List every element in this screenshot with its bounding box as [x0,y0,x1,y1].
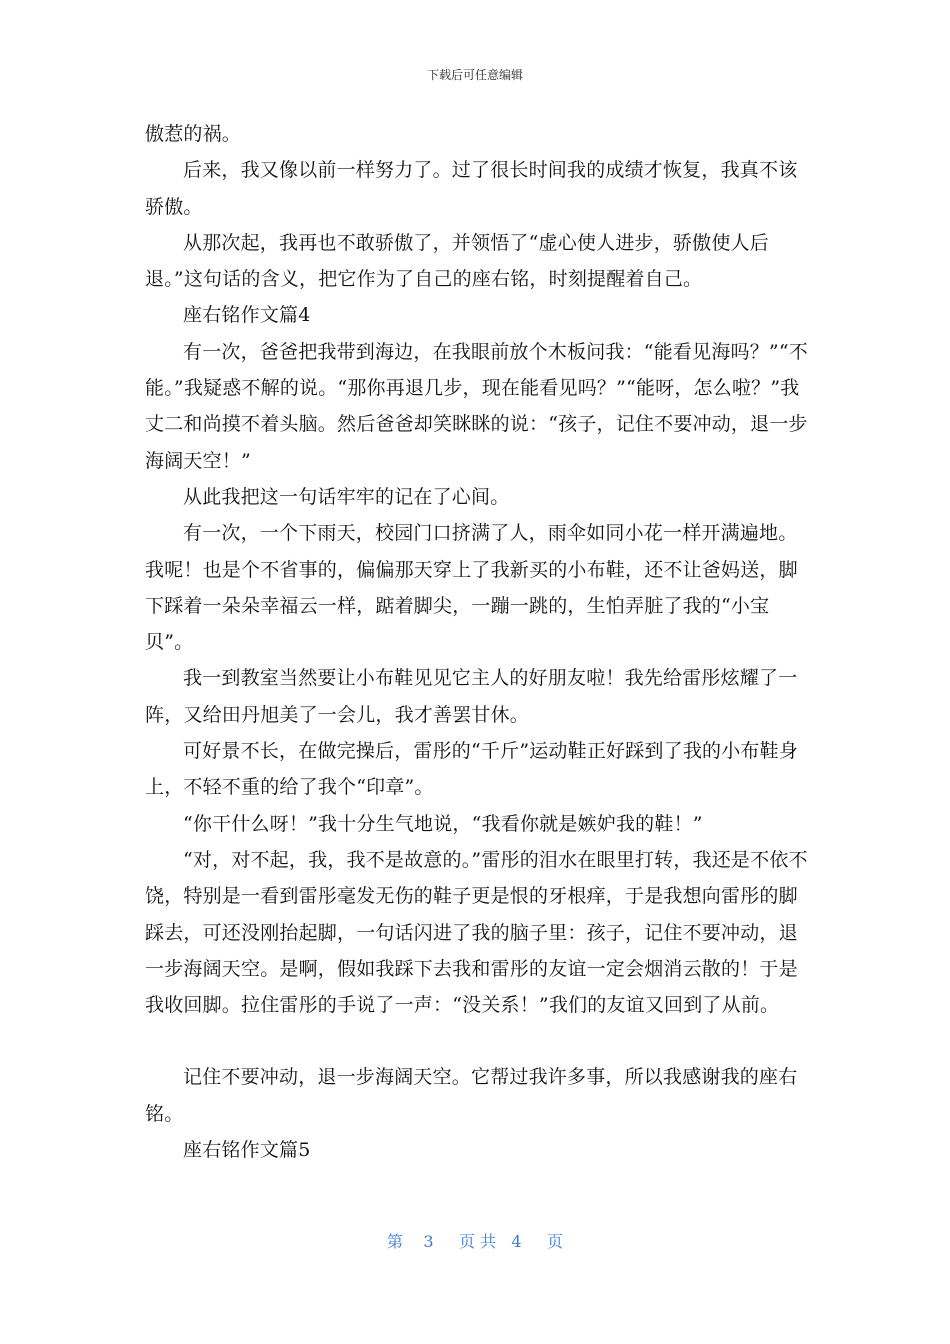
page-header: 下载后可任意编辑 [426,68,523,82]
page-footer [0,1229,950,1252]
paragraph: 有一次，爸爸把我带到海边，在我眼前放个木板问我：“能看见海吗？”“不能。”我疑惑不解的说。“那你再退几步，现在能看见吗？”“能呀，怎么啦？”我丈二和尚摸不着头脑。然后爸爸却笑眯眯的说：“孩子，记住不要冲动，退一步海阔天空！” [145,340,808,472]
paragraph: 后来，我又像以前一样努力了。过了很长时间我的成绩才恢复，我真不该骄傲。 [145,159,798,218]
paragraph: 傲惹的祸。 [145,123,242,145]
footer-current-page: 3 [423,1232,434,1251]
paragraph: 我一到教室当然要让小布鞋见见它主人的好朋友啦！我先给雷彤炫耀了一阵，又给田丹旭美了一会儿，我才善罢甘休。 [145,667,798,726]
document-body [145,116,810,1168]
paragraph: 从那次起，我再也不敢骄傲了，并领悟了“虚心使人进步，骄傲使人后退。”这句话的含义，把它作为了自己的座右铭，时刻提醒着自己。 [145,231,769,291]
footer-page-label: 第 [387,1232,404,1251]
paragraph: “你干什么呀！”我十分生气地说，“我看你就是嫉妒我的鞋！” [183,812,703,835]
paragraph: 记住不要冲动，退一步海阔天空。它帮过我许多事，所以我感谢我的座右铭。 [145,1066,798,1125]
paragraph: 座右铭作文篇5 [183,1139,311,1162]
footer-total-pages: 4 [511,1232,522,1251]
paragraph: 从此我把这一句话牢牢的记在了心间。 [183,485,510,508]
paragraph-spacer [145,1023,810,1059]
footer-of-label: 页 共 [458,1232,497,1251]
paragraph: 有一次，一个下雨天，校园门口挤满了人，雨伞如同小花一样开满遍地。我呢！也是个不省事的，偏偏那天穿上了我新买的小布鞋，还不让爸妈送，脚下踩着一朵朵幸福云一样，踮着脚尖，一蹦一跳的，生怕弄脏了我的“小宝贝”。 [145,522,798,654]
paragraph: “对，对不起，我，我不是故意的。”雷彤的泪水在眼里打转，我还是不依不饶，特别是一看到雷彤毫发无伤的鞋子更是恨的牙根痒，于是我想向雷彤的脚踩去，可还没刚抬起脚，一句话闪进了我的脑子里：孩子，记住不要冲动，退一步海阔天空。是啊，假如我踩下去我和雷彤的友谊一定会烟消云散的！于是我收回脚。拉住雷彤的手说了一声：“没关系！”我们的友谊又回到了从前。 [145,848,808,1017]
paragraph: 可好景不长，在做完操后，雷彤的“千斤”运动鞋正好踩到了我的小布鞋身上，不轻不重的给了我个“印章”。 [145,740,799,799]
paragraph: 座右铭作文篇4 [183,304,311,327]
footer-end-label: 页 [546,1232,563,1251]
